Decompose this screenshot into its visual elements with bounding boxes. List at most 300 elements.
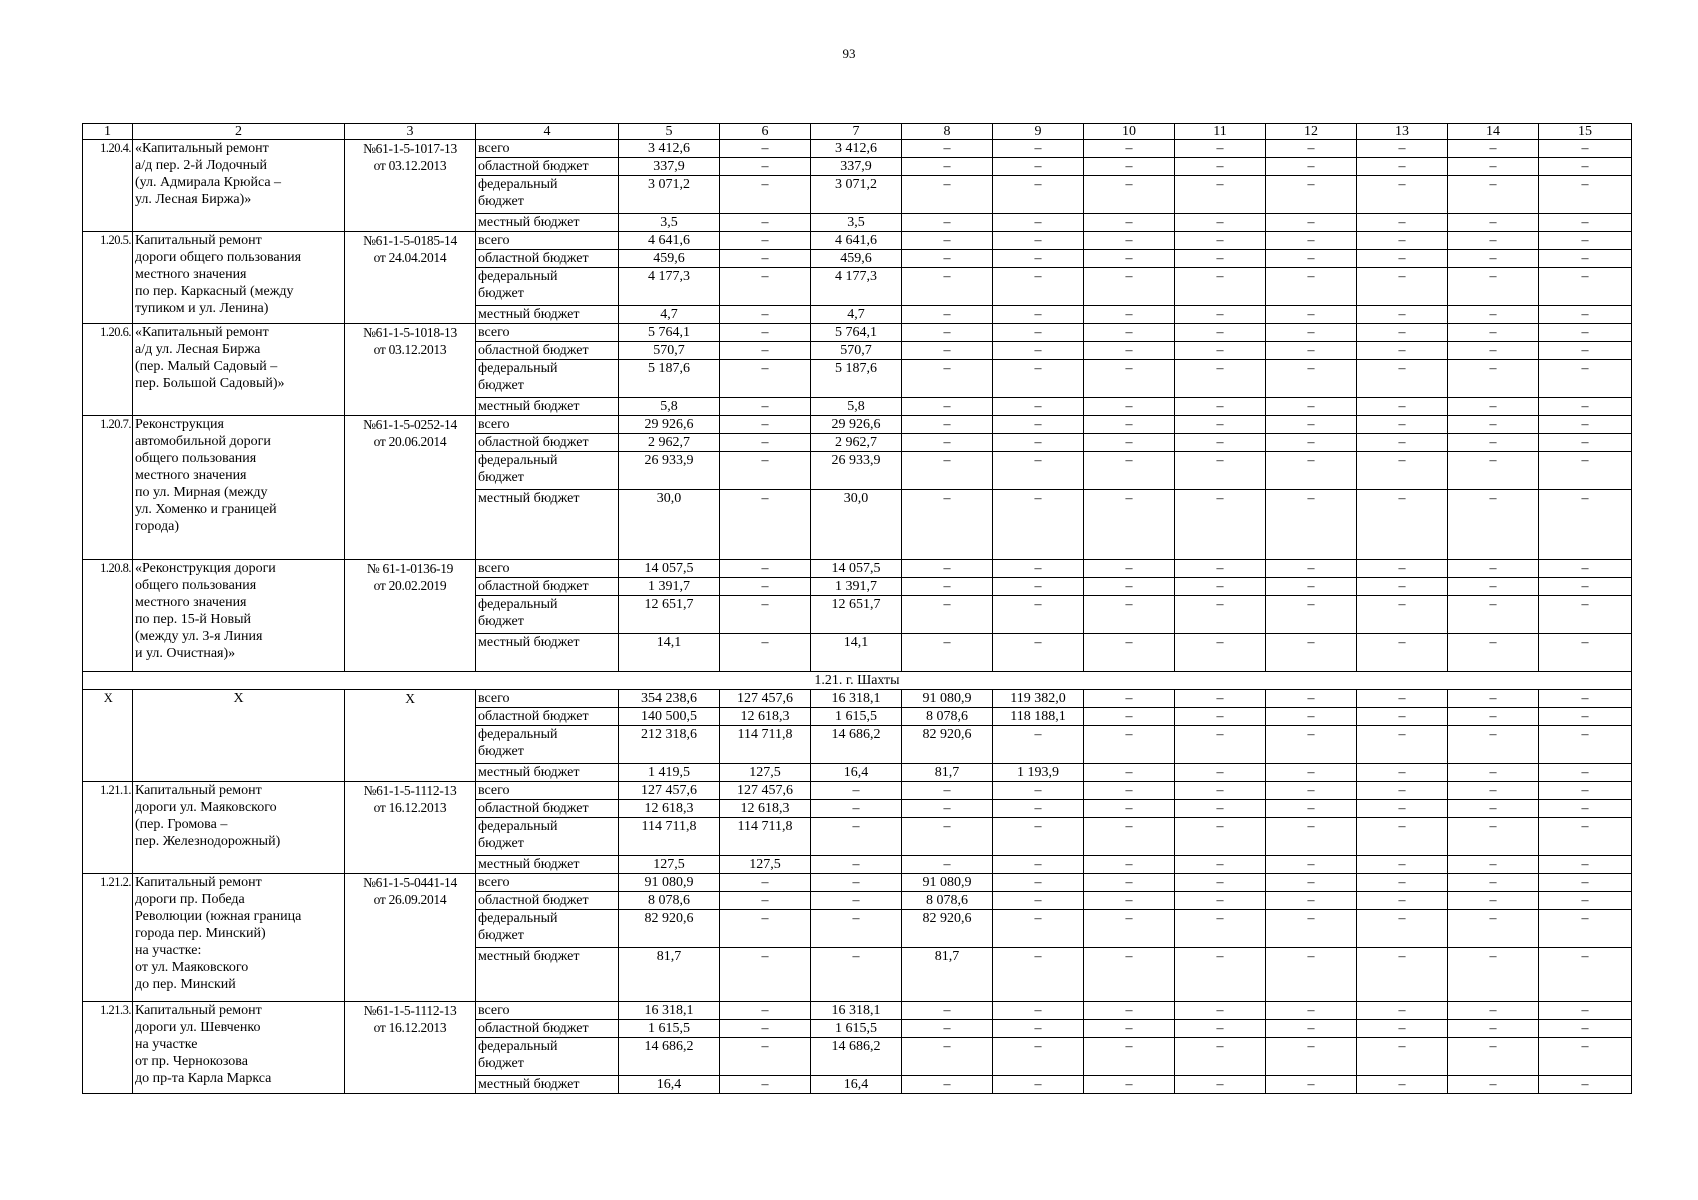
value-cell: – [1175, 176, 1266, 214]
table-row [83, 232, 1632, 250]
value-cell: – [1175, 726, 1266, 764]
item-document [345, 140, 476, 232]
item-number: 1.20.8. [83, 560, 133, 672]
value-cell: – [1448, 434, 1539, 452]
value-cell: – [1084, 726, 1175, 764]
funding-source-label: областной бюджет [476, 250, 619, 268]
value-cell: – [1357, 158, 1448, 176]
value-cell: 127,5 [720, 856, 811, 874]
header-row [83, 124, 1632, 140]
value-cell: – [1357, 250, 1448, 268]
item-number: 1.21.3. [83, 1002, 133, 1094]
value-cell: – [720, 306, 811, 324]
value-cell: – [811, 892, 902, 910]
value-cell: – [1448, 874, 1539, 892]
item-name [133, 1002, 345, 1094]
table-row [83, 690, 1632, 708]
funding-source-label: всего [476, 1002, 619, 1020]
funding-source-label: областной бюджет [476, 708, 619, 726]
value-cell: – [720, 250, 811, 268]
value-cell: – [1539, 892, 1632, 910]
value-cell: – [811, 948, 902, 1002]
value-cell: – [1266, 250, 1357, 268]
value-cell: – [1266, 214, 1357, 232]
funding-source-label [476, 726, 619, 764]
value-cell: – [1357, 856, 1448, 874]
value-cell: – [1266, 306, 1357, 324]
value-cell: 16 318,1 [619, 1002, 720, 1020]
value-cell: – [1448, 416, 1539, 434]
value-cell: 81,7 [619, 948, 720, 1002]
funding-source-label-part: бюджет [478, 1056, 524, 1071]
cell-line: «Реконструкция дороги [135, 561, 276, 576]
value-cell: – [1357, 708, 1448, 726]
value-cell: – [811, 782, 902, 800]
value-cell: – [902, 782, 993, 800]
value-cell: – [902, 268, 993, 306]
value-cell: – [993, 268, 1084, 306]
value-cell: – [1084, 1038, 1175, 1076]
value-cell: – [902, 158, 993, 176]
funding-source-label: областной бюджет [476, 800, 619, 818]
value-cell: 82 920,6 [902, 910, 993, 948]
value-cell: – [902, 324, 993, 342]
value-cell: – [1448, 560, 1539, 578]
column-header-9: 9 [993, 124, 1084, 140]
value-cell: – [1266, 398, 1357, 416]
value-cell: 114 711,8 [720, 818, 811, 856]
section-title: 1.21. г. Шахты [83, 672, 1632, 690]
value-cell: – [993, 1002, 1084, 1020]
value-cell: 26 933,9 [619, 452, 720, 490]
cell-line: от 26.09.2014 [373, 892, 447, 907]
value-cell: – [1357, 560, 1448, 578]
value-cell: – [1448, 578, 1539, 596]
value-cell: 4,7 [619, 306, 720, 324]
value-cell: – [1539, 360, 1632, 398]
value-cell: 8 078,6 [902, 708, 993, 726]
value-cell: – [1539, 140, 1632, 158]
value-cell: 1 419,5 [619, 764, 720, 782]
value-cell: – [1448, 690, 1539, 708]
value-cell: – [993, 910, 1084, 948]
value-cell: – [993, 856, 1084, 874]
value-cell: – [993, 140, 1084, 158]
value-cell: – [1175, 140, 1266, 158]
value-cell: – [1357, 232, 1448, 250]
value-cell: – [1266, 948, 1357, 1002]
value-cell: – [1175, 874, 1266, 892]
value-cell: – [1539, 782, 1632, 800]
value-cell: – [902, 560, 993, 578]
value-cell: – [720, 1002, 811, 1020]
value-cell: – [720, 398, 811, 416]
value-cell: 1 391,7 [811, 578, 902, 596]
value-cell: – [1539, 398, 1632, 416]
value-cell: – [1266, 416, 1357, 434]
value-cell: 114 711,8 [720, 726, 811, 764]
column-header-11: 11 [1175, 124, 1266, 140]
value-cell: – [993, 892, 1084, 910]
value-cell: 459,6 [619, 250, 720, 268]
value-cell: 2 962,7 [811, 434, 902, 452]
value-cell: – [1084, 596, 1175, 634]
value-cell: – [720, 874, 811, 892]
value-cell: – [1175, 690, 1266, 708]
value-cell: – [1175, 708, 1266, 726]
value-cell: – [1084, 342, 1175, 360]
value-cell: 4,7 [811, 306, 902, 324]
value-cell: – [1084, 690, 1175, 708]
value-cell: – [1175, 214, 1266, 232]
value-cell: 14 686,2 [811, 726, 902, 764]
value-cell: – [1266, 1002, 1357, 1020]
value-cell: – [1357, 800, 1448, 818]
value-cell: – [902, 1076, 993, 1094]
value-cell: – [902, 578, 993, 596]
value-cell: – [1266, 268, 1357, 306]
value-cell: – [1175, 578, 1266, 596]
column-header-14: 14 [1448, 124, 1539, 140]
value-cell: – [993, 214, 1084, 232]
value-cell: 12 651,7 [811, 596, 902, 634]
value-cell: – [1539, 452, 1632, 490]
value-cell: 91 080,9 [902, 874, 993, 892]
column-header-2: 2 [133, 124, 345, 140]
value-cell: – [1175, 232, 1266, 250]
table-row [83, 1002, 1632, 1020]
cell-line: до пер. Минский [135, 977, 236, 992]
funding-source-label-part: федеральный [478, 1039, 558, 1054]
cell-line: и ул. Очистная)» [135, 646, 236, 661]
value-cell: 4 641,6 [811, 232, 902, 250]
value-cell: – [1084, 250, 1175, 268]
value-cell: – [1448, 342, 1539, 360]
value-cell: 14 057,5 [619, 560, 720, 578]
value-cell: – [1357, 398, 1448, 416]
item-number: 1.20.5. [83, 232, 133, 324]
funding-source-label-part: бюджет [478, 470, 524, 485]
value-cell: – [1448, 306, 1539, 324]
funding-source-label: местный бюджет [476, 1076, 619, 1094]
value-cell: – [1539, 800, 1632, 818]
column-header-8: 8 [902, 124, 993, 140]
table-row [83, 324, 1632, 342]
value-cell: – [1266, 360, 1357, 398]
value-cell: – [1357, 948, 1448, 1002]
value-cell: – [993, 416, 1084, 434]
cell-line: от 03.12.2013 [373, 158, 447, 173]
value-cell: – [1084, 1076, 1175, 1094]
value-cell: – [1539, 416, 1632, 434]
value-cell: – [720, 578, 811, 596]
funding-source-label [476, 1038, 619, 1076]
cell-line: от 03.12.2013 [373, 342, 447, 357]
value-cell: – [1539, 158, 1632, 176]
value-cell: 3,5 [619, 214, 720, 232]
value-cell: – [720, 324, 811, 342]
funding-source-label-part: бюджет [478, 194, 524, 209]
cell-line: Революции (южная граница [135, 909, 302, 924]
value-cell: – [902, 452, 993, 490]
cell-line: Капитальный ремонт [135, 233, 262, 248]
value-cell: – [1539, 1076, 1632, 1094]
value-cell: – [902, 342, 993, 360]
value-cell: – [1084, 708, 1175, 726]
item-document [345, 232, 476, 324]
value-cell: – [1175, 800, 1266, 818]
value-cell: – [1266, 1020, 1357, 1038]
value-cell: – [1448, 452, 1539, 490]
value-cell: 337,9 [619, 158, 720, 176]
cell-line: №61-1-5-0441-14 [363, 875, 457, 890]
table-body [83, 124, 1632, 1094]
value-cell: – [902, 634, 993, 672]
cell-line: общего пользования [135, 578, 257, 593]
value-cell: – [1539, 856, 1632, 874]
value-cell: – [993, 324, 1084, 342]
value-cell: – [902, 1002, 993, 1020]
value-cell: – [993, 452, 1084, 490]
value-cell: – [1084, 452, 1175, 490]
value-cell: – [720, 232, 811, 250]
value-cell: – [1084, 306, 1175, 324]
value-cell: 570,7 [619, 342, 720, 360]
value-cell: 1 615,5 [811, 708, 902, 726]
value-cell: – [1084, 910, 1175, 948]
value-cell: – [1266, 800, 1357, 818]
funding-source-label [476, 452, 619, 490]
column-header-15: 15 [1539, 124, 1632, 140]
value-cell: – [1175, 398, 1266, 416]
value-cell: – [993, 578, 1084, 596]
column-header-10: 10 [1084, 124, 1175, 140]
value-cell: – [1266, 708, 1357, 726]
funding-source-label: всего [476, 416, 619, 434]
value-cell: – [1539, 596, 1632, 634]
value-cell: – [811, 874, 902, 892]
value-cell: 81,7 [902, 764, 993, 782]
value-cell: – [811, 910, 902, 948]
value-cell: 5 187,6 [811, 360, 902, 398]
column-header-6: 6 [720, 124, 811, 140]
budget-table [82, 123, 1632, 1094]
value-cell: – [1084, 560, 1175, 578]
value-cell: – [1539, 1002, 1632, 1020]
funding-source-label-part: федеральный [478, 361, 558, 376]
value-cell: 127 457,6 [720, 782, 811, 800]
funding-source-label-part: бюджет [478, 286, 524, 301]
value-cell: – [1539, 560, 1632, 578]
cell-line: №61-1-5-1017-13 [363, 141, 457, 156]
value-cell: – [1448, 726, 1539, 764]
item-number: 1.20.6. [83, 324, 133, 416]
cell-line: «Капитальный ремонт [135, 325, 269, 340]
value-cell: – [1084, 948, 1175, 1002]
value-cell: – [1084, 782, 1175, 800]
value-cell: – [1448, 398, 1539, 416]
funding-source-label: местный бюджет [476, 214, 619, 232]
value-cell: 16,4 [811, 764, 902, 782]
item-document [345, 782, 476, 874]
cell-line: на участке [135, 1037, 198, 1052]
cell-line: №61-1-5-1018-13 [363, 325, 457, 340]
value-cell: 14,1 [811, 634, 902, 672]
value-cell: – [1357, 910, 1448, 948]
value-cell: – [902, 416, 993, 434]
value-cell: – [720, 892, 811, 910]
value-cell: – [1357, 214, 1448, 232]
cell-line: а/д пер. 2-й Лодочный [135, 158, 268, 173]
value-cell: 16 318,1 [811, 1002, 902, 1020]
value-cell: – [1448, 948, 1539, 1002]
value-cell: – [902, 434, 993, 452]
item-name [133, 560, 345, 672]
value-cell: 91 080,9 [902, 690, 993, 708]
item-name [133, 416, 345, 560]
value-cell: – [902, 1020, 993, 1038]
value-cell: – [1448, 634, 1539, 672]
cell-line: города пер. Минский) [135, 926, 266, 941]
value-cell: – [1175, 416, 1266, 434]
value-cell: – [1175, 892, 1266, 910]
value-cell: – [1084, 324, 1175, 342]
funding-source-label-part: федеральный [478, 269, 558, 284]
value-cell: – [1266, 596, 1357, 634]
funding-source-label: областной бюджет [476, 1020, 619, 1038]
value-cell: – [1539, 874, 1632, 892]
value-cell: – [1266, 452, 1357, 490]
value-cell: – [720, 416, 811, 434]
value-cell: 1 391,7 [619, 578, 720, 596]
value-cell: – [1084, 1020, 1175, 1038]
value-cell: – [1266, 782, 1357, 800]
cell-line: (между ул. 3-я Линия [135, 629, 263, 644]
value-cell: – [993, 782, 1084, 800]
value-cell: 16,4 [811, 1076, 902, 1094]
value-cell: – [993, 726, 1084, 764]
funding-source-label-part: федеральный [478, 453, 558, 468]
value-cell: – [1357, 782, 1448, 800]
funding-source-label-part: бюджет [478, 744, 524, 759]
cell-line: от 16.12.2013 [373, 1020, 447, 1035]
funding-source-label: местный бюджет [476, 856, 619, 874]
funding-source-label: всего [476, 690, 619, 708]
value-cell: – [1175, 764, 1266, 782]
value-cell: – [993, 1076, 1084, 1094]
value-cell: – [1266, 818, 1357, 856]
cell-line: от пр. Чернокозова [135, 1054, 248, 1069]
value-cell: – [1266, 1076, 1357, 1094]
item-document [345, 1002, 476, 1094]
value-cell: 1 193,9 [993, 764, 1084, 782]
value-cell: 570,7 [811, 342, 902, 360]
cell-line: на участке: [135, 943, 202, 958]
value-cell: – [993, 434, 1084, 452]
value-cell: – [1175, 1020, 1266, 1038]
cell-line: №61-1-5-1112-13 [363, 1003, 457, 1018]
value-cell: – [993, 250, 1084, 268]
value-cell: – [1448, 892, 1539, 910]
value-cell: – [993, 1020, 1084, 1038]
value-cell: – [1084, 232, 1175, 250]
cell-line: местного значения [135, 468, 247, 483]
funding-source-label: местный бюджет [476, 764, 619, 782]
funding-source-label-part: бюджет [478, 614, 524, 629]
value-cell: – [1084, 1002, 1175, 1020]
value-cell: – [1084, 140, 1175, 158]
value-cell: – [1175, 910, 1266, 948]
value-cell: – [1266, 726, 1357, 764]
item-document [345, 416, 476, 560]
value-cell: – [993, 360, 1084, 398]
value-cell: – [1266, 490, 1357, 560]
value-cell: – [1539, 708, 1632, 726]
value-cell: – [1175, 306, 1266, 324]
cell-line: Реконструкция [135, 417, 224, 432]
value-cell: 4 177,3 [811, 268, 902, 306]
cell-line: города) [135, 519, 179, 534]
table-row [83, 560, 1632, 578]
cell-line: местного значения [135, 267, 247, 282]
value-cell: – [1357, 818, 1448, 856]
value-cell: 1 615,5 [619, 1020, 720, 1038]
cell-line: дороги ул. Шевченко [135, 1020, 261, 1035]
value-cell: – [1266, 578, 1357, 596]
value-cell: – [1084, 490, 1175, 560]
value-cell: – [720, 140, 811, 158]
value-cell: 14 686,2 [811, 1038, 902, 1076]
item-name [133, 874, 345, 1002]
cell-line: местного значения [135, 595, 247, 610]
value-cell: – [1084, 892, 1175, 910]
value-cell: – [1175, 634, 1266, 672]
value-cell: – [1539, 250, 1632, 268]
value-cell: – [902, 360, 993, 398]
funding-source-label [476, 176, 619, 214]
funding-source-label: областной бюджет [476, 434, 619, 452]
value-cell: 26 933,9 [811, 452, 902, 490]
value-cell: – [1175, 856, 1266, 874]
value-cell: – [1175, 1076, 1266, 1094]
value-cell: – [1448, 1002, 1539, 1020]
value-cell: – [1448, 158, 1539, 176]
value-cell: – [1084, 874, 1175, 892]
column-header-3: 3 [345, 124, 476, 140]
value-cell: 5,8 [619, 398, 720, 416]
value-cell: 29 926,6 [811, 416, 902, 434]
value-cell: 5 764,1 [619, 324, 720, 342]
value-cell: – [993, 490, 1084, 560]
value-cell: – [1357, 416, 1448, 434]
value-cell: 14,1 [619, 634, 720, 672]
value-cell: 140 500,5 [619, 708, 720, 726]
value-cell: – [1539, 324, 1632, 342]
value-cell: – [811, 800, 902, 818]
value-cell: – [993, 634, 1084, 672]
value-cell: – [720, 360, 811, 398]
value-cell: 114 711,8 [619, 818, 720, 856]
value-cell: – [1539, 232, 1632, 250]
value-cell: – [1266, 176, 1357, 214]
value-cell: – [1448, 140, 1539, 158]
value-cell: 8 078,6 [619, 892, 720, 910]
value-cell: – [1266, 764, 1357, 782]
cell-line: от 24.04.2014 [373, 250, 447, 265]
value-cell: 16,4 [619, 1076, 720, 1094]
value-cell: – [1266, 910, 1357, 948]
value-cell: – [1266, 324, 1357, 342]
